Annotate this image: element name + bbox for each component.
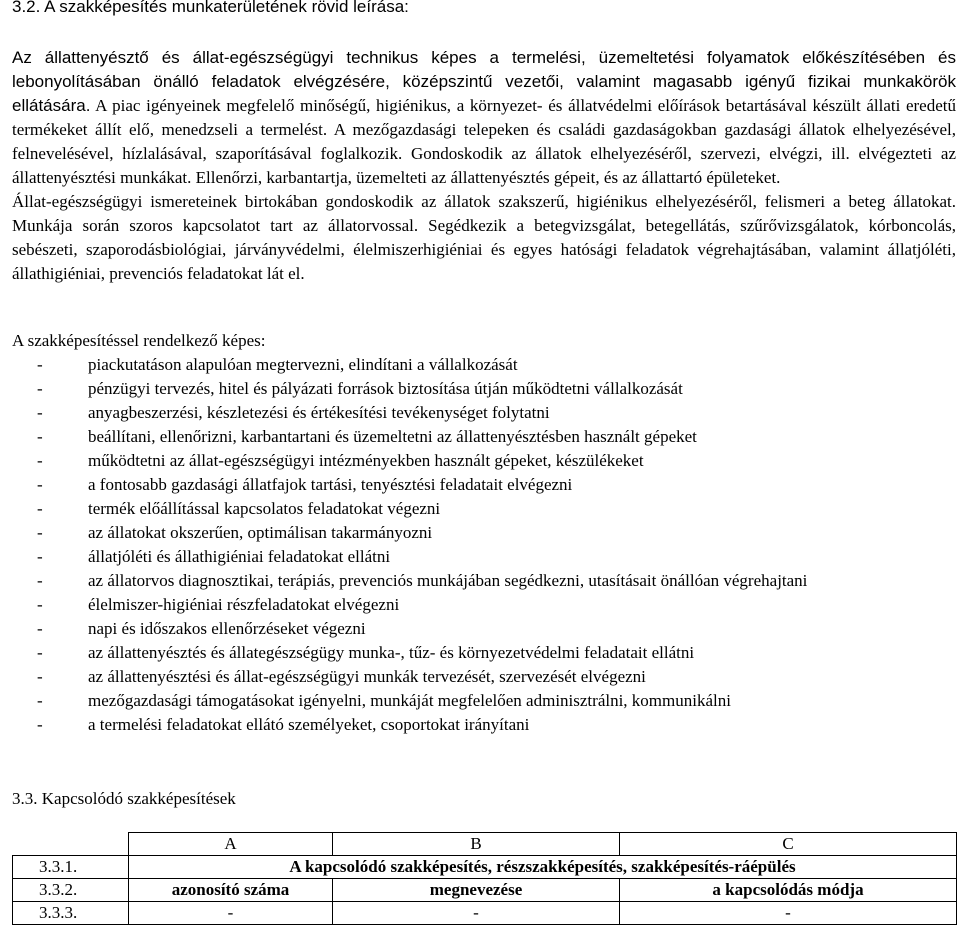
table-header-row bbox=[13, 833, 957, 856]
list-item bbox=[12, 377, 956, 401]
table-row bbox=[13, 902, 957, 925]
list-item-text: mezőgazdasági támogatásokat igényelni, munkáját megfelelően adminisztrálni, kommunikálni bbox=[88, 691, 731, 710]
list-item-text: a termelési feladatokat ellátó személyeket, csoportokat irányítani bbox=[88, 715, 530, 734]
list-dash: - bbox=[37, 547, 43, 566]
list-item bbox=[12, 641, 956, 665]
list-item bbox=[12, 401, 956, 425]
list-item-text: a fontosabb gazdasági állatfajok tartási, tenyésztési feladatait elvégezni bbox=[88, 475, 573, 494]
list-item bbox=[12, 425, 956, 449]
list-item-text: élelmiszer-higiéniai részfeladatokat elvégezni bbox=[88, 595, 400, 614]
table-row bbox=[13, 856, 957, 879]
list-dash: - bbox=[37, 571, 43, 590]
list-item bbox=[12, 497, 956, 521]
list-item-text: az állatorvos diagnosztikai, terápiás, prevenciós munkájában segédkezni, utasításait önállóan végrehajtani bbox=[88, 571, 808, 590]
list-dash: - bbox=[37, 355, 43, 374]
list-dash: - bbox=[37, 475, 43, 494]
column-header-c: C bbox=[620, 833, 957, 856]
list-item bbox=[12, 593, 956, 617]
list-item bbox=[12, 713, 956, 737]
list-dash: - bbox=[37, 451, 43, 470]
list-item-text: napi és időszakos ellenőrzéseket végezni bbox=[88, 619, 366, 638]
list-item bbox=[12, 521, 956, 545]
table-corner-cell bbox=[13, 833, 129, 856]
connection-mode-cell: - bbox=[620, 902, 957, 925]
list-dash: - bbox=[37, 499, 43, 518]
list-item bbox=[12, 545, 956, 569]
list-item-text: az állattenyésztés és állategészségügy munka-, tűz- és környezetvédelmi feladatait ellátni bbox=[88, 643, 695, 662]
list-item-text: az állatokat okszerűen, optimálisan takarmányozni bbox=[88, 523, 433, 542]
identifier-header: azonosító száma bbox=[129, 879, 333, 902]
list-item-text: az állattenyésztési és állat-egészségügyi munkák tervezését, szervezését elvégezni bbox=[88, 667, 646, 686]
row-number: 3.3.2. bbox=[13, 879, 129, 902]
list-dash: - bbox=[37, 643, 43, 662]
list-item-text: beállítani, ellenőrizni, karbantartani és üzemeltetni az állattenyésztésben használt gépeket bbox=[88, 427, 697, 446]
paragraph-1 bbox=[12, 46, 956, 190]
identifier-cell: - bbox=[129, 902, 333, 925]
paragraph-1-intro: Az állattenyésztő és állat-egészségügyi technikus képes a termelési, üzemeltetési folyamatok előkészítésében és lebonyolításában önálló feladatok elvégzésére, középszintű vezetői, valamint magasabb igényű fizikai munkakörök ellátására. bbox=[12, 48, 956, 115]
list-item bbox=[12, 689, 956, 713]
row-number: 3.3.1. bbox=[13, 856, 129, 879]
section-heading-3-2: 3.2. A szakképesítés munkaterületének rövid leírása: bbox=[12, 0, 409, 16]
name-cell: - bbox=[333, 902, 620, 925]
section-heading-3-3: 3.3. Kapcsolódó szakképesítések bbox=[12, 789, 236, 808]
name-header: megnevezése bbox=[333, 879, 620, 902]
list-item-text: piackutatáson alapulóan megtervezni, elindítani a vállalkozását bbox=[88, 355, 518, 374]
list-dash: - bbox=[37, 595, 43, 614]
column-header-a: A bbox=[129, 833, 333, 856]
list-item bbox=[12, 353, 956, 377]
list-item bbox=[12, 473, 956, 497]
list-item bbox=[12, 665, 956, 689]
capabilities-list bbox=[12, 353, 956, 737]
list-dash: - bbox=[37, 691, 43, 710]
list-dash: - bbox=[37, 715, 43, 734]
table-title-cell: A kapcsolódó szakképesítés, részszakképesítés, szakképesítés-ráépülés bbox=[129, 856, 957, 879]
list-dash: - bbox=[37, 427, 43, 446]
list-dash: - bbox=[37, 523, 43, 542]
list-item-text: működtetni az állat-egészségügyi intézményekben használt gépeket, készülékeket bbox=[88, 451, 644, 470]
paragraph-1-continuation: A piac igényeinek megfelelő minőségű, higiénikus, a környezet- és állatvédelmi előírások betartásával készült állati eredetű termékeket állít elő, menedzseli a termelést. A mezőgazdasági telepeken és családi gazdaságokban gazdasági állatok elhelyezésével, felnevelésével, hízlalásával, szaporításával foglalkozik. Gondoskodik az állatok elhelyezéséről, szervezi, elvégzi, ill. elvégezteti az állattenyésztési munkákat. Ellenőrzi, karbantartja, üzemelteti az állattenyésztés gépeit, és az állattartó épületeket. bbox=[12, 96, 956, 187]
row-number: 3.3.3. bbox=[13, 902, 129, 925]
list-item-text: állatjóléti és állathigiéniai feladatokat ellátni bbox=[88, 547, 391, 566]
list-item-text: anyagbeszerzési, készletezési és értékesítési tevékenységet folytatni bbox=[88, 403, 550, 422]
column-header-b: B bbox=[333, 833, 620, 856]
related-qualifications-table bbox=[12, 832, 957, 925]
list-item-text: pénzügyi tervezés, hitel és pályázati források biztosítása útján működtetni vállalkozását bbox=[88, 379, 683, 398]
list-item bbox=[12, 617, 956, 641]
list-dash: - bbox=[37, 619, 43, 638]
paragraph-2: Állat-egészségügyi ismereteinek birtokában gondoskodik az állatok szakszerű, higiénikus elhelyezéséről, felismeri a beteg állatokat. Munkája során szoros kapcsolatot tart az állatorvossal. Segédkezik a betegvizsgálat, betegellátás, szűrővizsgálatok, kórboncolás, sebészeti, szaporodásbiológiai, járványvédelmi, élelmiszerhigiéniai és egyes hatósági feladatok végrehajtásában, valamint állatjóléti, állathigiéniai, prevenciós feladatokat lát el. bbox=[12, 192, 956, 283]
connection-mode-header: a kapcsolódás módja bbox=[620, 879, 957, 902]
work-area-description bbox=[12, 46, 956, 286]
list-dash: - bbox=[37, 667, 43, 686]
list-dash: - bbox=[37, 403, 43, 422]
table-row bbox=[13, 879, 957, 902]
capabilities-intro: A szakképesítéssel rendelkező képes: bbox=[12, 331, 266, 350]
list-item bbox=[12, 449, 956, 473]
list-item-text: termék előállítással kapcsolatos feladatokat végezni bbox=[88, 499, 441, 518]
list-item bbox=[12, 569, 956, 593]
list-dash: - bbox=[37, 379, 43, 398]
